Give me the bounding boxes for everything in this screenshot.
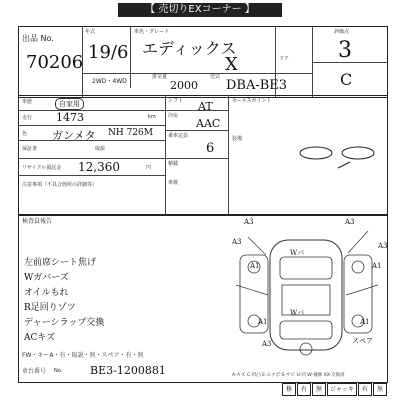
repair-item: ACキズ (24, 333, 56, 343)
year-value: 19/6 (88, 42, 129, 63)
equipment-circles (250, 140, 385, 175)
equipment-row: FW・キーA・有・取説・無・スペア・有・無 (22, 352, 144, 359)
sales-point-label: セールスポイント (232, 98, 272, 104)
year-label: 年式 (85, 29, 96, 35)
model-value: エディックス (142, 39, 237, 58)
damage-mark: A3 (232, 238, 242, 246)
ac-value: AAC (196, 117, 221, 130)
damage-mark: A3 (244, 218, 254, 226)
repair-item: 左前席シート焦げ (24, 258, 97, 268)
bottom-tab: 無 (373, 383, 387, 396)
doors-label: ドア (279, 56, 289, 62)
mileage-value: 1473 (56, 111, 84, 124)
score-value: 3 (338, 38, 352, 63)
recycle-unit: 円 (146, 165, 152, 171)
repair-item: R足回りゾツ (24, 303, 76, 313)
model-label: 車名・グレード (134, 29, 170, 35)
remarks-label: 注意事項（不具合箇所の詳細等） (22, 182, 98, 188)
color-value: ガンメタ (52, 129, 96, 142)
mileage-label: 走行 (22, 115, 33, 121)
damage-mark: A1 (372, 262, 382, 270)
seats-label: 乗車定員 (168, 133, 189, 139)
shift-value: AT (198, 100, 213, 113)
color-label: 色 (22, 131, 28, 137)
type-value: DBA-BE3 (226, 78, 288, 93)
grade-value: X (225, 54, 238, 75)
bottom-tab: 有 (358, 383, 372, 396)
history-value: 自家用 (55, 98, 84, 110)
recycle-label: リサイクル預託金 (22, 165, 62, 171)
shift-label: シフト (168, 98, 184, 104)
repair-item: Wガバーズ (24, 273, 69, 283)
manual-label: 取説 (95, 146, 106, 152)
chassis-label: 車台番号 (22, 368, 47, 375)
diagram-note: Wパ (290, 249, 305, 257)
equip-label: 装備 (232, 136, 243, 142)
seats-value: 6 (206, 141, 215, 156)
color-code: NH 726M (108, 128, 153, 138)
damage-mark: A3 (345, 218, 355, 226)
score-label: 評価点 (334, 29, 350, 35)
drive-label: 2WD・4WD (92, 78, 127, 85)
recycle-value: 12,360 (78, 160, 120, 174)
lot-label: 出品 No. (22, 34, 54, 43)
displacement-value: 2000 (170, 79, 198, 92)
bottom-tab: ジャッキ (327, 383, 357, 396)
inspection-label: 車検 (168, 180, 179, 186)
damage-mark: A3 (262, 340, 272, 348)
ac-label: 冷房 (168, 113, 179, 119)
bottom-tab: 修 (282, 383, 296, 396)
type-label: 型式 (210, 74, 221, 80)
interior-grade: C (340, 70, 353, 89)
damage-legend: A-キズ C-凹凸 E-エクボ S-サビ U-凹 W-補修 XX-交換済 (232, 373, 345, 378)
damage-mark: A3 (378, 242, 388, 250)
repair-item: デャーシラップ交換 (24, 318, 105, 328)
load-label: 積載 (168, 161, 179, 167)
repairs-title: 検査員報告 (22, 218, 53, 225)
diagram-note: Wパ (290, 309, 305, 317)
bottom-tab: 有 (297, 383, 311, 396)
banner: 【 売切りEXコーナー 】 (118, 3, 282, 17)
history-label: 車歴 (22, 99, 33, 105)
damage-mark: A1 (258, 318, 268, 326)
damage-mark: A1 (360, 318, 370, 326)
bottom-tab: 無 (312, 383, 326, 396)
repair-item: オイルもれ (24, 288, 69, 298)
chassis-prefix: No. (54, 368, 63, 374)
warranty-label: 保証書 (22, 146, 38, 152)
mileage-unit: km (148, 114, 156, 120)
chassis-value: BE3-1200881 (90, 364, 166, 377)
lot-number: 70206 (26, 52, 84, 73)
diagram-note: スペア (352, 337, 373, 345)
displacement-label: 排気量 (152, 74, 168, 80)
damage-mark: A1 (250, 262, 260, 270)
